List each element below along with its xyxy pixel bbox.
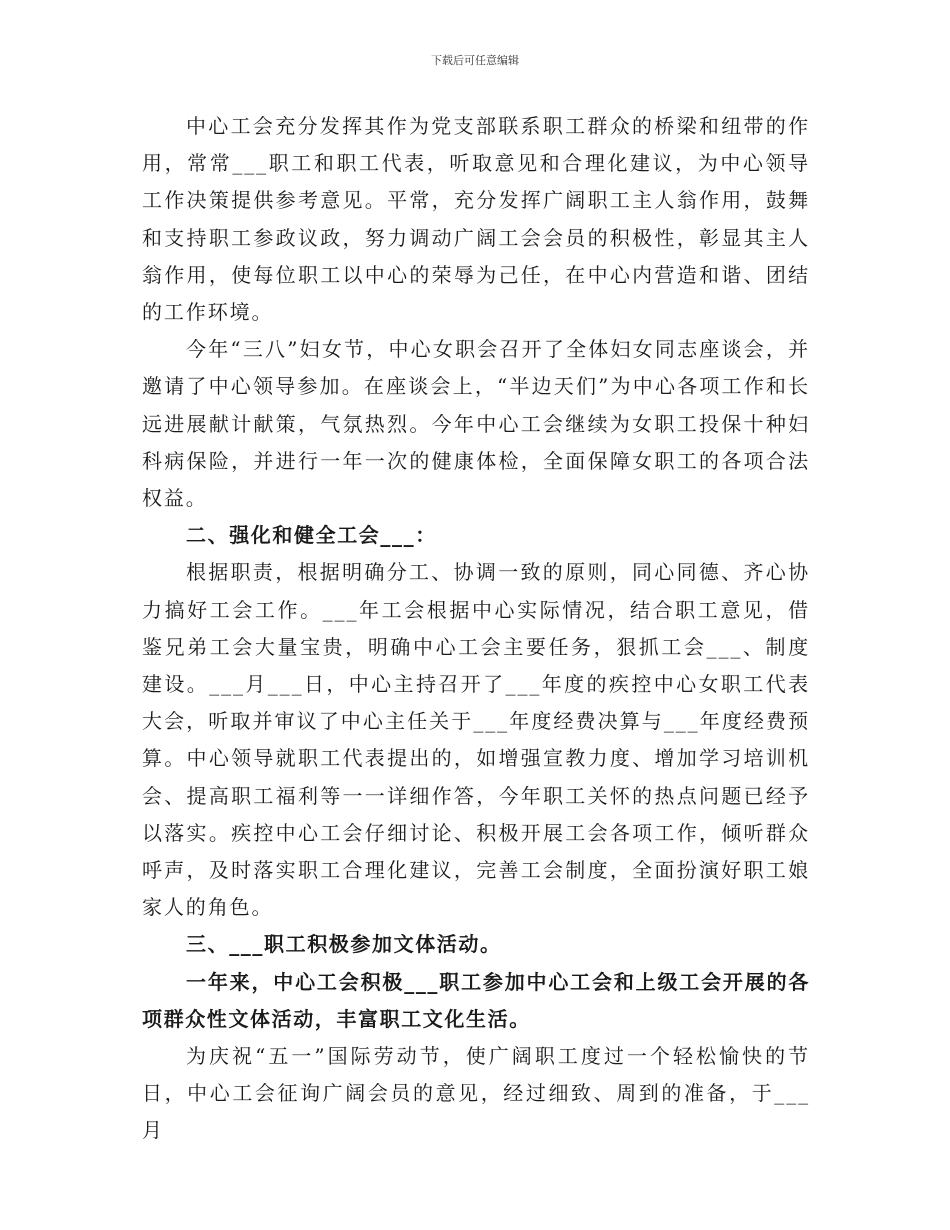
paragraph-womens-day: 今年“三八”妇女节，中心女职会召开了全体妇女同志座谈会，并邀请了中心领导参加。在座谈会上，“半边天们”为中心各项工作和长远进展献计献策，气氛热烈。今年中心工会继续为女职工投保十种妇科病保险，并进行一年一次的健康体检，全面保障女职工的各项合法权益。 <box>142 337 810 511</box>
paragraph-union-organization: 根据职责，根据明确分工、协调一致的原则，同心同德、齐心协力搞好工会工作。___年工会根据中心实际情况，结合职工意见，借鉴兄弟工会大量宝贵，明确中心工会主要任务，狠抓工会___、制度建设。___月___日，中心主持召开了___年度的疾控中心女职工代表大会，听取并审议了中心主任关于___年度经费决算与___年度经费预算。中心领导就职工代表提出的，如增强宣教力度、增加学习培训机会、提高职工福利等一一详细作答，今年职工关怀的热点问题已经予以落实。疾控中心工会仔细讨论、积极开展工会各项工作，倾听群众呼声，及时落实职工合理化建议，完善工会制度，全面扮演好职工娘家人的角色。 <box>142 560 810 920</box>
section-heading-3: 三、___职工积极参加文体活动。 <box>186 932 502 957</box>
paragraph-labor-day: 为庆祝“五一”国际劳动节，使广阔职工度过一个轻松愉快的节日，中心工会征询广阔会员的意见，经过细致、周到的准备，于___月 <box>142 1044 810 1143</box>
document-body <box>142 108 810 1150</box>
section-heading-2: 二、强化和健全工会___： <box>186 523 437 548</box>
paragraph-union-bridge-role: 中心工会充分发挥其作为党支部联系职工群众的桥梁和纽带的作用，常常___职工和职工代表，听取意见和合理化建议，为中心领导工作决策提供参考意见。平常，充分发挥广阔职工主人翁作用，鼓舞和支持职工参政议政，努力调动广阔工会会员的积极性，彰显其主人翁作用，使每位职工以中心的荣辱为己任，在中心内营造和谐、团结的工作环境。 <box>142 114 810 325</box>
page-header: 下载后可任意编辑 <box>431 54 519 67</box>
paragraph-cultural-activities-summary: 一年来，中心工会积极___职工参加中心工会和上级工会开展的各项群众性文体活动，丰富职工文化生活。 <box>142 969 810 1031</box>
